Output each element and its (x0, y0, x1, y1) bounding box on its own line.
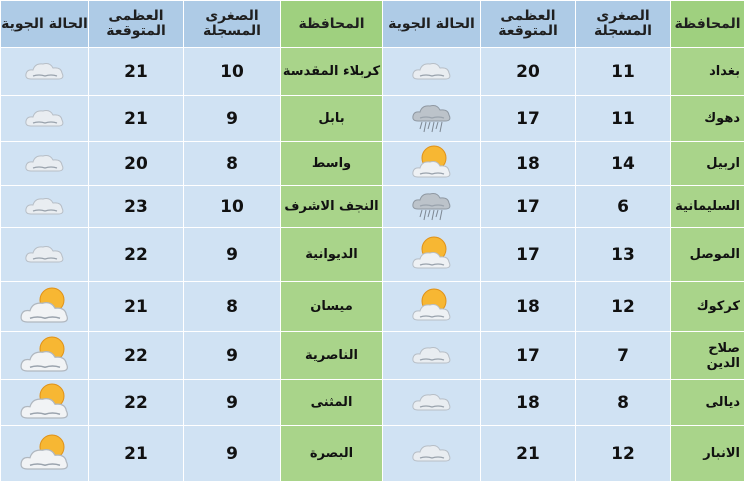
max-cell-left (89, 282, 184, 332)
max-cell-left (89, 48, 184, 96)
weather-cell-left (1, 380, 89, 426)
max-value-left: 22 (124, 245, 148, 265)
governorate-cell-left (281, 48, 383, 96)
cloud-icon (410, 440, 454, 468)
min-cell-right (576, 332, 671, 380)
min-value-right: 11 (611, 62, 635, 82)
weather-cell-left (1, 228, 89, 282)
min-cell-right (576, 186, 671, 228)
header-max-left: العظمى المتوقعة (89, 1, 184, 48)
weather-cell-left (1, 426, 89, 482)
min-cell-left (184, 96, 281, 142)
table-row (1, 332, 744, 380)
header-max-right: العظمى المتوقعة (481, 1, 576, 48)
min-value-left: 9 (226, 109, 238, 129)
min-cell-right (576, 426, 671, 482)
max-cell-left (89, 142, 184, 186)
max-cell-right (481, 228, 576, 282)
max-cell-right (481, 282, 576, 332)
min-value-right: 13 (611, 245, 635, 265)
weather-cell-right (383, 186, 481, 228)
min-value-right: 12 (611, 297, 635, 317)
min-cell-left (184, 282, 281, 332)
min-value-left: 10 (220, 62, 244, 82)
governorate-value-left: ميسان (310, 299, 353, 314)
sun-cloud-large-icon (16, 334, 74, 378)
sun-cloud-large-icon (16, 381, 74, 425)
table-row (1, 48, 744, 96)
table-row (1, 96, 744, 142)
max-cell-left (89, 228, 184, 282)
header-weather-right: الحالة الجوية (383, 1, 481, 48)
max-cell-right (481, 48, 576, 96)
governorate-cell-right (671, 48, 744, 96)
sun-cloud-icon (408, 144, 456, 184)
min-cell-left (184, 186, 281, 228)
table-row (1, 426, 744, 482)
governorate-cell-left (281, 426, 383, 482)
governorate-value-right: السليمانية (675, 199, 740, 214)
sun-cloud-icon (408, 287, 456, 327)
governorate-value-right: بغداد (709, 64, 740, 79)
governorate-value-right: دهوك (704, 111, 740, 126)
min-value-left: 9 (226, 346, 238, 366)
governorate-value-left: الناصرية (305, 348, 358, 363)
header-row (1, 1, 744, 48)
header-governorate-right: المحافظة (671, 1, 744, 48)
governorate-cell-right (671, 96, 744, 142)
min-cell-left (184, 332, 281, 380)
min-cell-right (576, 282, 671, 332)
governorate-value-right: الانبار (703, 446, 740, 461)
governorate-cell-right (671, 228, 744, 282)
min-value-right: 11 (611, 109, 635, 129)
max-value-right: 18 (516, 393, 540, 413)
min-value-left: 9 (226, 444, 238, 464)
cloud-icon (23, 241, 67, 269)
max-value-left: 21 (124, 109, 148, 129)
weather-cell-right (383, 380, 481, 426)
governorate-cell-left (281, 332, 383, 380)
rain-cloud-icon (410, 188, 454, 226)
table-row (1, 186, 744, 228)
weather-cell-right (383, 332, 481, 380)
max-value-left: 23 (124, 197, 148, 217)
sun-cloud-icon (408, 235, 456, 275)
governorate-value-left: كربلاء المقدسة (283, 64, 380, 79)
governorate-cell-right (671, 282, 744, 332)
min-cell-right (576, 142, 671, 186)
governorate-value-right: كركوك (697, 299, 740, 314)
max-value-right: 17 (516, 245, 540, 265)
max-cell-right (481, 332, 576, 380)
governorate-cell-left (281, 96, 383, 142)
governorate-cell-right (671, 186, 744, 228)
sun-cloud-large-icon (16, 285, 74, 329)
max-value-right: 18 (516, 297, 540, 317)
weather-cell-right (383, 228, 481, 282)
weather-cell-right (383, 142, 481, 186)
min-cell-left (184, 228, 281, 282)
min-cell-right (576, 48, 671, 96)
cloud-icon (410, 342, 454, 370)
max-cell-left (89, 332, 184, 380)
governorate-cell-left (281, 186, 383, 228)
rain-cloud-icon (410, 100, 454, 138)
max-value-left: 21 (124, 297, 148, 317)
min-value-right: 14 (611, 154, 635, 174)
governorate-cell-right (671, 142, 744, 186)
max-cell-left (89, 426, 184, 482)
min-value-right: 12 (611, 444, 635, 464)
min-value-left: 8 (226, 297, 238, 317)
cloud-icon (23, 193, 67, 221)
max-value-left: 20 (124, 154, 148, 174)
governorate-value-right: الموصل (690, 247, 740, 262)
governorate-value-left: البصرة (310, 446, 353, 461)
weather-cell-right (383, 426, 481, 482)
max-cell-right (481, 426, 576, 482)
cloud-icon (23, 150, 67, 178)
weather-cell-left (1, 332, 89, 380)
max-value-right: 21 (516, 444, 540, 464)
governorate-value-left: واسط (312, 156, 351, 171)
max-cell-left (89, 96, 184, 142)
governorate-value-left: الديوانية (305, 247, 357, 262)
min-value-right: 8 (617, 393, 629, 413)
weather-cell-left (1, 186, 89, 228)
cloud-icon (23, 58, 67, 86)
governorate-value-left: بابل (318, 111, 344, 126)
min-value-left: 9 (226, 245, 238, 265)
governorate-cell-left (281, 282, 383, 332)
sun-cloud-large-icon (16, 432, 74, 476)
min-cell-left (184, 380, 281, 426)
table-body (1, 48, 744, 482)
max-value-left: 22 (124, 346, 148, 366)
governorate-cell-right (671, 332, 744, 380)
max-cell-right (481, 142, 576, 186)
min-value-left: 8 (226, 154, 238, 174)
max-cell-right (481, 186, 576, 228)
table-row (1, 228, 744, 282)
min-value-left: 10 (220, 197, 244, 217)
max-value-right: 17 (516, 346, 540, 366)
min-cell-left (184, 426, 281, 482)
max-value-left: 21 (124, 62, 148, 82)
governorate-cell-left (281, 228, 383, 282)
cloud-icon (410, 58, 454, 86)
max-cell-right (481, 380, 576, 426)
weather-cell-left (1, 142, 89, 186)
min-value-right: 6 (617, 197, 629, 217)
max-value-right: 20 (516, 62, 540, 82)
weather-cell-right (383, 282, 481, 332)
max-value-left: 21 (124, 444, 148, 464)
min-value-right: 7 (617, 346, 629, 366)
governorate-value-right: اربيل (706, 156, 740, 171)
min-value-left: 9 (226, 393, 238, 413)
min-cell-left (184, 142, 281, 186)
max-cell-left (89, 186, 184, 228)
min-cell-right (576, 96, 671, 142)
weather-cell-left (1, 48, 89, 96)
weather-cell-right (383, 48, 481, 96)
cloud-icon (410, 389, 454, 417)
max-value-right: 17 (516, 197, 540, 217)
governorate-value-right: صلاح الدين (707, 341, 740, 371)
governorate-cell-right (671, 380, 744, 426)
header-governorate-left: المحافظة (281, 1, 383, 48)
weather-cell-right (383, 96, 481, 142)
weather-cell-left (1, 96, 89, 142)
max-value-right: 18 (516, 154, 540, 174)
governorate-cell-left (281, 142, 383, 186)
governorate-cell-right (671, 426, 744, 482)
header-min-left: الصغرى المسجلة (184, 1, 281, 48)
governorate-cell-left (281, 380, 383, 426)
table-row (1, 380, 744, 426)
header-weather-left: الحالة الجوية (1, 1, 89, 48)
max-cell-right (481, 96, 576, 142)
governorate-value-left: النجف الاشرف (284, 199, 378, 214)
weather-cell-left (1, 282, 89, 332)
max-value-right: 17 (516, 109, 540, 129)
min-cell-right (576, 380, 671, 426)
cloud-icon (23, 105, 67, 133)
min-cell-left (184, 48, 281, 96)
max-value-left: 22 (124, 393, 148, 413)
max-cell-left (89, 380, 184, 426)
governorate-value-right: ديالى (706, 395, 740, 410)
table-row (1, 282, 744, 332)
table-row (1, 142, 744, 186)
governorate-value-left: المثنى (311, 395, 353, 410)
min-cell-right (576, 228, 671, 282)
header-min-right: الصغرى المسجلة (576, 1, 671, 48)
